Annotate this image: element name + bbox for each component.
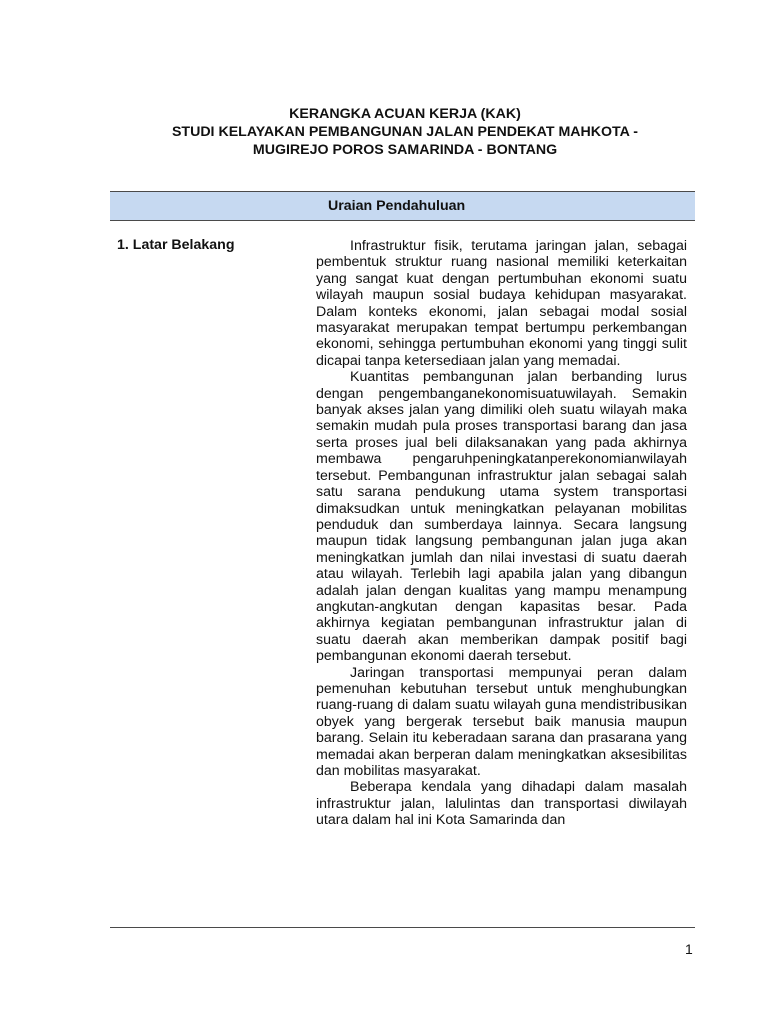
section-header-label: Uraian Pendahuluan: [328, 198, 466, 214]
title-line-2: STUDI KELAYAKAN PEMBANGUNAN JALAN PENDEKAT MAHKOTA -: [171, 124, 639, 140]
title-line-3: MUGIREJO POROS SAMARINDA - BONTANG: [252, 142, 558, 158]
body-text: [316, 238, 687, 829]
bottom-rule: [110, 927, 695, 928]
section-header-band: [110, 191, 695, 221]
document-title: [90, 105, 720, 159]
section-label-latar-belakang: 1. Latar Belakang: [117, 237, 235, 253]
paragraph-2: Kuantitas pembangunan jalan berbanding lurus dengan pengembanganekonomisuatuwilayah. Semakin banyak akses jalan yang dimiliki oleh suatu wilayah maka semakin mudah pula proses transportasi barang dan jasa serta proses jual beli dilaksanakan yang pada akhirnya membawa pengaruhpeningkatanperekonomianwilayah tersebut. Pembangunan infrastruktur jalan sebagai salah satu sarana pendukung utama system transportasi dimaksudkan untuk meningkatkan pelayanan mobilitas penduduk dan sumberdaya lainnya. Secara langsung maupun tidak langsung pembangunan jalan juga akan meningkatkan jumlah dan nilai investasi di suatu daerah atau wilayah. Terlebih lagi apabila jalan yang dibangun adalah jalan dengan kualitas yang mampu menampung angkutan-angkutan dengan kapasitas besar. Pada akhirnya kegiatan pembangunan infrastruktur jalan di suatu daerah akan memberikan dampak positif bagi pembangunan ekonomi daerah tersebut.: [316, 369, 687, 665]
paragraph-4: Beberapa kendala yang dihadapi dalam masalah infrastruktur jalan, lalulintas dan transportasi diwilayah utara dalam hal ini Kota Samarinda dan: [316, 779, 687, 829]
paragraph-3: Jaringan transportasi mempunyai peran dalam pemenuhan kebutuhan tersebut untuk menghubungkan ruang-ruang di dalam suatu wilayah guna mendistribusikan obyek yang bergerak tersebut baik manusia maupun barang. Selain itu keberadaan sarana dan prasarana yang memadai akan berperan dalam meningkatkan aksesibilitas dan mobilitas masyarakat.: [316, 664, 687, 779]
page-number: 1: [685, 941, 693, 957]
title-line-1: KERANGKA ACUAN KERJA (KAK): [289, 106, 521, 122]
paragraph-1: Infrastruktur fisik, terutama jaringan jalan, sebagai pembentuk struktur ruang nasional memiliki keterkaitan yang sangat kuat dengan pertumbuhan ekonomi suatu wilayah maupun sosial budaya kehidupan masyarakat. Dalam konteks ekonomi, jalan sebagai modal sosial masyarakat merupakan tempat bertumpu perkembangan ekonomi, sehingga pertumbuhan ekonomi yang tinggi sulit dicapai tanpa ketersediaan jalan yang memadai.: [316, 238, 687, 369]
